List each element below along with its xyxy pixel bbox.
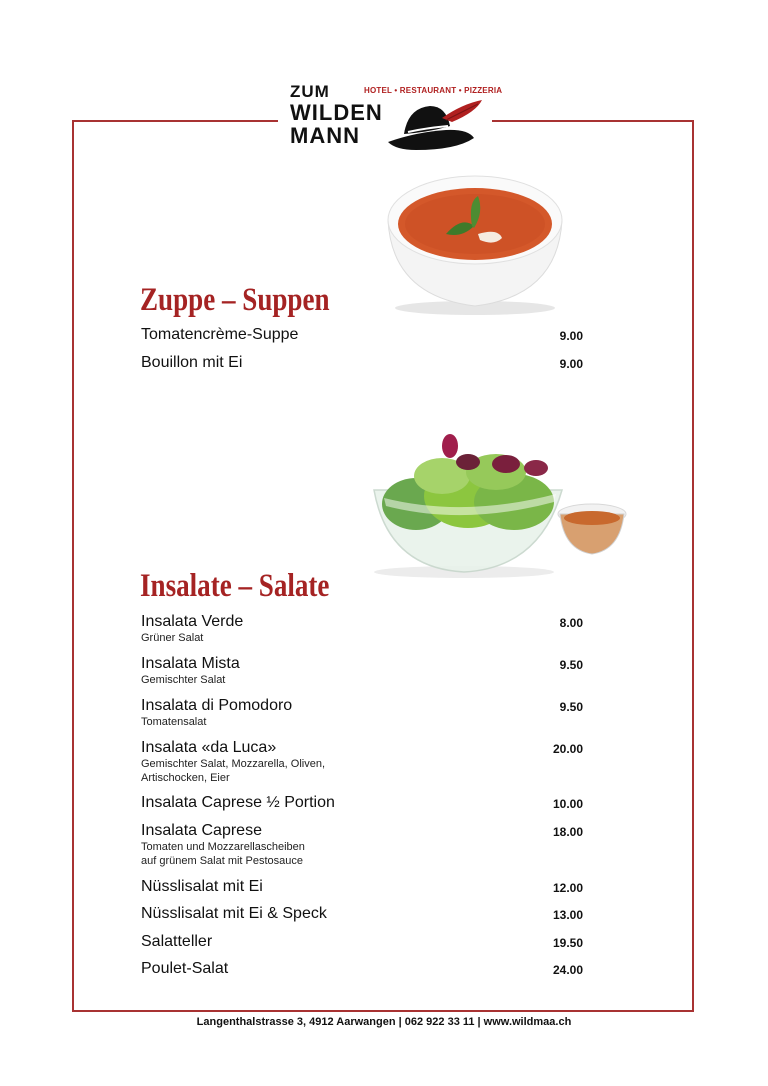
item-name: Nüsslisalat mit Ei & Speck xyxy=(141,905,327,922)
item-name: Insalata «da Luca» xyxy=(141,739,277,756)
menu-item xyxy=(141,738,583,785)
menu-item xyxy=(141,959,583,978)
menu-item xyxy=(141,821,583,868)
footer-contact: Langenthalstrasse 3, 4912 Aarwangen | 062 922 33 11 | www.wildmaa.ch xyxy=(196,1016,572,1028)
item-name: Insalata di Pomodoro xyxy=(141,697,293,714)
menu-item xyxy=(141,353,583,372)
item-name: Poulet-Salat xyxy=(141,960,229,977)
item-price: 9.50 xyxy=(559,658,583,672)
item-description-line-2: auf grünem Salat mit Pestosauce xyxy=(141,855,304,867)
logo xyxy=(278,80,503,158)
logo-line-3: MANN xyxy=(290,123,360,148)
item-name: Insalata Verde xyxy=(141,613,244,630)
item-price: 9.00 xyxy=(559,357,583,371)
menu-item xyxy=(141,612,583,645)
item-price: 12.00 xyxy=(552,881,583,895)
logo-line-2: WILDEN xyxy=(290,100,383,125)
item-price: 8.00 xyxy=(559,616,583,630)
menu-item xyxy=(141,877,583,896)
soup-bowl-image xyxy=(370,168,580,318)
logo-line-1: ZUM xyxy=(290,82,330,101)
item-name: Salatteller xyxy=(141,933,213,950)
item-name: Insalata Mista xyxy=(141,655,240,672)
menu-item xyxy=(141,696,583,729)
item-description-line-2: Artischocken, Eier xyxy=(141,772,230,784)
logo-tagline: HOTEL • RESTAURANT • PIZZERIA xyxy=(364,86,503,95)
menu-item xyxy=(141,325,583,344)
item-description: Grüner Salat xyxy=(141,632,204,644)
item-price: 9.00 xyxy=(559,329,583,343)
menu-item xyxy=(141,793,583,812)
salad-bowl-image xyxy=(364,432,634,582)
item-price: 18.00 xyxy=(552,825,583,839)
hat-icon xyxy=(386,96,486,152)
item-description: Tomatensalat xyxy=(141,716,207,728)
item-description: Gemischter Salat xyxy=(141,674,226,686)
item-name: Nüsslisalat mit Ei xyxy=(141,878,263,895)
item-price: 10.00 xyxy=(552,797,583,811)
section-title-soups: Zuppe – Suppen xyxy=(140,282,330,318)
menu-item xyxy=(141,932,583,951)
menu-item xyxy=(141,654,583,687)
section-title-salads: Insalate – Salate xyxy=(140,568,330,604)
item-name: Bouillon mit Ei xyxy=(141,354,243,371)
item-price: 19.50 xyxy=(552,936,583,950)
item-description: Gemischter Salat, Mozzarella, Oliven, xyxy=(141,758,326,770)
item-name: Insalata Caprese ½ Portion xyxy=(141,794,335,811)
item-price: 13.00 xyxy=(552,908,583,922)
item-price: 9.50 xyxy=(559,700,583,714)
menu-item xyxy=(141,904,583,923)
item-name: Insalata Caprese xyxy=(141,822,262,839)
item-price: 20.00 xyxy=(552,742,583,756)
item-description: Tomaten und Mozzarellascheiben xyxy=(141,841,305,853)
item-name: Tomatencrème-Suppe xyxy=(141,326,299,343)
item-price: 24.00 xyxy=(552,963,583,977)
